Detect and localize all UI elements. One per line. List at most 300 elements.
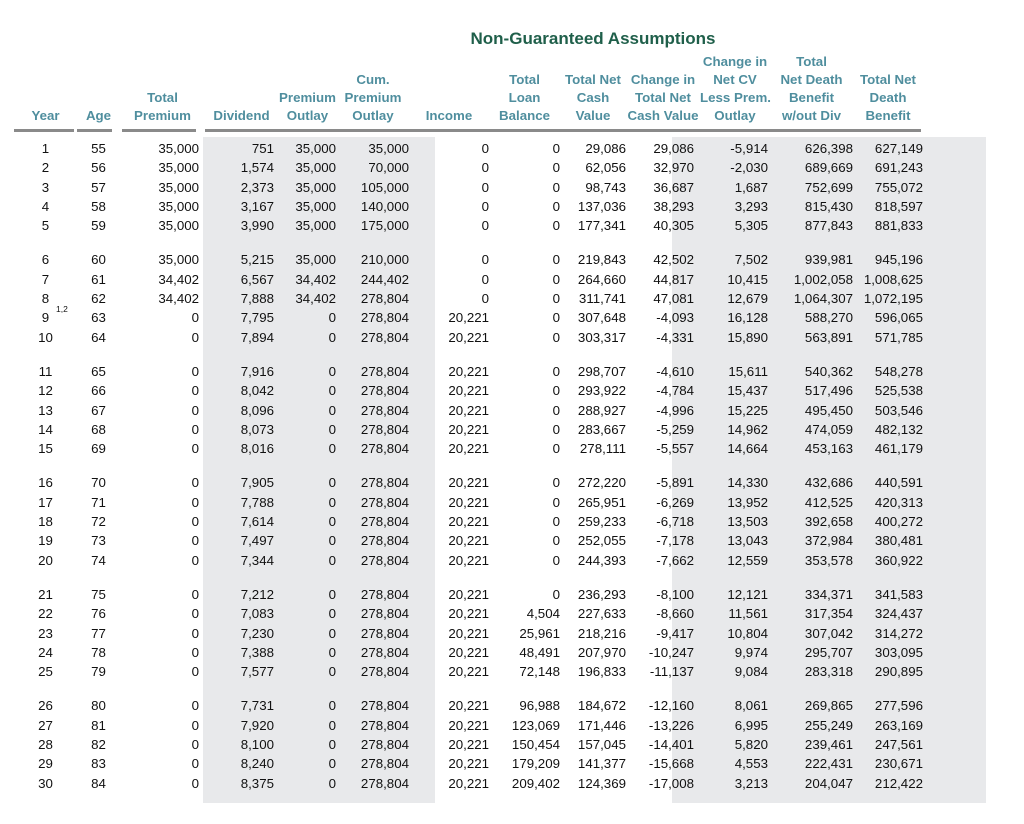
cell-year xyxy=(14,696,77,715)
cell-total-loan-balance: 0 xyxy=(552,310,560,326)
cell-change-net-cv-less-prem-outlay: 15,890 xyxy=(727,329,768,345)
cell-change-total-net-cash-value: 38,293 xyxy=(653,198,694,214)
header-line: Outlay xyxy=(714,108,756,123)
cell-change-total-net-cash-value: 29,086 xyxy=(653,141,694,156)
cell-age: 56 xyxy=(91,160,106,176)
year-value: 16 xyxy=(38,475,53,491)
cell-year xyxy=(14,250,77,269)
cell-total-net-death-benefit: 324,437 xyxy=(874,606,923,622)
cell-premium-outlay: 0 xyxy=(328,552,336,568)
cell-change-net-cv-less-prem-outlay: 3,293 xyxy=(734,198,768,214)
cell-total-net-death-benefit: 945,196 xyxy=(874,252,923,268)
header-line xyxy=(626,53,700,71)
cell-dividend: 7,888 xyxy=(240,291,274,307)
cell-total-loan-balance: 0 xyxy=(552,160,560,176)
cell-total-premium: 0 xyxy=(191,606,199,622)
header-line: Balance xyxy=(499,108,550,123)
cell-change-net-cv-less-prem-outlay: 11,561 xyxy=(728,606,768,622)
cell-total-net-cash-value: 219,843 xyxy=(577,252,626,268)
cell-total-net-death-benefit-wout-div: 540,362 xyxy=(804,363,853,379)
cell-change-net-cv-less-prem-outlay: 12,121 xyxy=(727,586,768,602)
cell-year xyxy=(14,158,77,177)
cell-total-premium: 0 xyxy=(191,625,199,641)
table-row xyxy=(14,754,923,773)
cell-premium-outlay: 0 xyxy=(328,717,336,733)
cell-premium-outlay: 0 xyxy=(328,475,336,491)
cell-total-loan-balance: 0 xyxy=(552,494,560,510)
header-line: w/out Div xyxy=(781,108,842,123)
cell-total-premium: 0 xyxy=(191,329,199,345)
cell-total-net-death-benefit: 212,422 xyxy=(874,775,923,791)
cell-change-total-net-cash-value: -5,891 xyxy=(656,475,694,491)
cell-total-net-death-benefit: 290,895 xyxy=(874,664,923,680)
year-value: 14 xyxy=(38,421,53,437)
cell-total-net-death-benefit: 525,538 xyxy=(874,383,923,399)
cell-year xyxy=(14,178,77,197)
cell-total-loan-balance: 0 xyxy=(552,252,560,268)
cell-income: 20,221 xyxy=(448,625,489,641)
cell-total-net-cash-value: 288,927 xyxy=(577,402,626,418)
cell-premium-outlay: 0 xyxy=(328,737,336,753)
cell-total-net-cash-value: 272,220 xyxy=(577,475,626,491)
header-line xyxy=(77,89,120,107)
cell-total-net-death-benefit: 360,922 xyxy=(874,552,923,568)
cell-change-total-net-cash-value: -5,557 xyxy=(656,441,694,457)
cell-total-premium: 0 xyxy=(191,441,199,457)
cell-total-net-cash-value: 311,741 xyxy=(578,291,626,307)
cell-total-net-death-benefit-wout-div: 752,699 xyxy=(804,179,853,195)
cell-dividend: 2,373 xyxy=(240,179,274,195)
year-value: 1 xyxy=(41,141,50,156)
year-value: 21 xyxy=(38,586,53,602)
cell-premium-outlay: 35,000 xyxy=(295,252,336,268)
cell-income: 20,221 xyxy=(448,383,489,399)
header-underline xyxy=(409,129,489,132)
cell-income: 20,221 xyxy=(448,664,489,680)
cell-income: 0 xyxy=(481,198,489,214)
cell-total-net-death-benefit: 314,272 xyxy=(874,625,923,641)
year-value: 17 xyxy=(38,494,53,510)
header-line: Net CV xyxy=(713,72,757,87)
year-value: 8 xyxy=(41,291,50,307)
cell-premium-outlay: 0 xyxy=(328,402,336,418)
cell-premium-outlay: 0 xyxy=(328,664,336,680)
cell-total-net-cash-value: 137,036 xyxy=(577,198,626,214)
cell-income: 20,221 xyxy=(448,533,489,549)
header-line: Change in xyxy=(702,54,768,69)
cell-total-net-death-benefit-wout-div: 283,318 xyxy=(804,664,853,680)
cell-cum-premium-outlay: 140,000 xyxy=(360,198,409,214)
cell-change-net-cv-less-prem-outlay: 5,305 xyxy=(734,218,768,234)
cell-income: 20,221 xyxy=(448,402,489,418)
cell-total-net-death-benefit-wout-div: 204,047 xyxy=(804,775,853,791)
table-row xyxy=(14,381,923,400)
cell-dividend: 751 xyxy=(251,141,274,156)
cell-total-premium: 35,000 xyxy=(158,160,199,176)
cell-total-loan-balance: 0 xyxy=(552,363,560,379)
cell-total-loan-balance: 4,504 xyxy=(526,606,560,622)
table-row xyxy=(14,216,923,235)
cell-change-total-net-cash-value: -4,610 xyxy=(656,363,694,379)
cell-total-net-cash-value: 293,922 xyxy=(577,383,626,399)
cell-total-premium: 0 xyxy=(191,310,199,326)
header-underline xyxy=(770,129,853,132)
cell-dividend: 7,344 xyxy=(240,552,274,568)
cell-cum-premium-outlay: 175,000 xyxy=(360,218,409,234)
header-line xyxy=(489,53,560,71)
cell-total-loan-balance: 179,209 xyxy=(511,756,560,772)
cell-total-premium: 35,000 xyxy=(158,252,199,268)
cell-change-net-cv-less-prem-outlay: 8,061 xyxy=(734,698,768,714)
table-row xyxy=(14,643,923,662)
cell-premium-outlay: 0 xyxy=(328,441,336,457)
header-line xyxy=(278,53,337,71)
cell-income: 20,221 xyxy=(448,514,489,530)
cell-cum-premium-outlay: 278,804 xyxy=(360,664,409,680)
cell-total-net-death-benefit: 1,008,625 xyxy=(863,271,923,287)
cell-age: 78 xyxy=(91,644,106,660)
cell-age: 55 xyxy=(91,141,106,156)
cell-year xyxy=(14,754,77,773)
header-line xyxy=(278,71,337,89)
cell-year xyxy=(14,216,77,235)
cell-age: 75 xyxy=(91,586,106,602)
year-value: 9 xyxy=(41,310,50,326)
cell-age: 62 xyxy=(91,291,106,307)
cell-dividend: 8,375 xyxy=(240,775,274,791)
table-row xyxy=(14,493,923,512)
cell-cum-premium-outlay: 278,804 xyxy=(360,383,409,399)
table-row xyxy=(14,774,923,793)
cell-total-net-death-benefit: 482,132 xyxy=(874,421,923,437)
cell-premium-outlay: 34,402 xyxy=(295,271,336,287)
table-row xyxy=(14,512,923,531)
cell-total-net-death-benefit-wout-div: 222,431 xyxy=(804,756,853,772)
cell-total-net-death-benefit-wout-div: 563,891 xyxy=(804,329,853,345)
cell-total-premium: 34,402 xyxy=(158,291,199,307)
header-line: Premium xyxy=(279,90,336,105)
cell-total-net-death-benefit-wout-div: 815,430 xyxy=(804,198,853,214)
cell-year xyxy=(14,304,77,327)
cell-total-net-death-benefit-wout-div: 689,669 xyxy=(804,160,853,176)
cell-total-loan-balance: 0 xyxy=(552,514,560,530)
header-underline xyxy=(337,129,409,132)
cell-change-net-cv-less-prem-outlay: 9,974 xyxy=(734,644,768,660)
cell-age: 69 xyxy=(91,441,106,457)
cell-total-net-cash-value: 265,951 xyxy=(577,494,626,510)
cell-age: 58 xyxy=(91,198,106,214)
cell-cum-premium-outlay: 210,000 xyxy=(360,252,409,268)
cell-year xyxy=(14,362,77,381)
cell-dividend: 8,073 xyxy=(240,421,274,437)
cell-total-loan-balance: 0 xyxy=(552,533,560,549)
cell-dividend: 7,388 xyxy=(240,644,274,660)
cell-total-net-death-benefit-wout-div: 495,450 xyxy=(804,402,853,418)
cell-total-net-death-benefit: 440,591 xyxy=(874,475,923,491)
cell-total-loan-balance: 72,148 xyxy=(519,664,560,680)
table-row xyxy=(14,420,923,439)
cell-age: 71 xyxy=(91,494,106,510)
cell-total-net-death-benefit: 341,583 xyxy=(874,586,923,602)
cell-age: 83 xyxy=(91,756,106,772)
cell-total-net-death-benefit-wout-div: 392,658 xyxy=(804,514,853,530)
cell-cum-premium-outlay: 278,804 xyxy=(360,402,409,418)
cell-total-premium: 0 xyxy=(191,737,199,753)
cell-total-loan-balance: 150,454 xyxy=(511,737,560,753)
cell-change-total-net-cash-value: -15,668 xyxy=(648,756,694,772)
cell-total-net-cash-value: 177,341 xyxy=(577,218,626,234)
cell-premium-outlay: 0 xyxy=(328,310,336,326)
cell-cum-premium-outlay: 278,804 xyxy=(360,717,409,733)
cell-total-loan-balance: 0 xyxy=(552,329,560,345)
cell-total-net-cash-value: 244,393 xyxy=(577,552,626,568)
cell-age: 63 xyxy=(91,310,106,326)
table-row xyxy=(14,696,923,715)
year-value: 3 xyxy=(41,179,50,195)
cell-income: 20,221 xyxy=(448,552,489,568)
cell-cum-premium-outlay: 278,804 xyxy=(360,606,409,622)
header-line: Value xyxy=(575,108,611,123)
cell-total-net-cash-value: 207,970 xyxy=(577,644,626,660)
header-line: Total Net xyxy=(635,90,691,105)
header-underline xyxy=(278,129,337,132)
year-value: 27 xyxy=(38,717,53,733)
cell-year xyxy=(14,493,77,512)
table-row xyxy=(14,362,923,381)
cell-total-net-death-benefit: 400,272 xyxy=(874,514,923,530)
cell-year xyxy=(14,473,77,492)
cell-age: 77 xyxy=(91,625,106,641)
cell-total-net-death-benefit: 503,546 xyxy=(874,402,923,418)
cell-total-net-cash-value: 62,056 xyxy=(585,160,626,176)
cell-premium-outlay: 35,000 xyxy=(295,160,336,176)
cell-total-net-cash-value: 298,707 xyxy=(577,363,626,379)
header-line: Dividend xyxy=(213,108,270,123)
cell-change-total-net-cash-value: -10,247 xyxy=(648,644,694,660)
cell-total-net-death-benefit-wout-div: 517,496 xyxy=(804,383,853,399)
header-line: Benefit xyxy=(865,108,911,123)
cell-cum-premium-outlay: 278,804 xyxy=(360,310,409,326)
header-line: Total xyxy=(147,90,178,105)
cell-change-total-net-cash-value: 36,687 xyxy=(653,179,694,195)
cell-year xyxy=(14,197,77,216)
header-underline xyxy=(560,129,626,132)
cell-change-net-cv-less-prem-outlay: 13,043 xyxy=(727,533,768,549)
cell-dividend: 8,016 xyxy=(240,441,274,457)
year-value: 15 xyxy=(38,441,53,457)
cell-dividend: 8,042 xyxy=(240,383,274,399)
cell-total-loan-balance: 123,069 xyxy=(511,717,560,733)
cell-total-net-death-benefit-wout-div: 307,042 xyxy=(804,625,853,641)
year-value: 13 xyxy=(38,402,53,418)
cell-total-net-cash-value: 303,317 xyxy=(577,329,626,345)
cell-premium-outlay: 0 xyxy=(328,329,336,345)
cell-total-net-cash-value: 196,833 xyxy=(577,664,626,680)
table-row xyxy=(14,401,923,420)
cell-change-net-cv-less-prem-outlay: 14,330 xyxy=(727,475,768,491)
cell-age: 67 xyxy=(91,402,106,418)
cell-year xyxy=(14,735,77,754)
header-underline xyxy=(853,129,921,132)
cell-dividend: 7,894 xyxy=(240,329,274,345)
cell-change-total-net-cash-value: -12,160 xyxy=(648,698,694,714)
header-line xyxy=(409,89,489,107)
cell-change-net-cv-less-prem-outlay: 12,559 xyxy=(727,552,768,568)
header-line xyxy=(337,53,409,71)
cell-age: 84 xyxy=(91,775,106,791)
cell-total-net-death-benefit-wout-div: 432,686 xyxy=(804,475,853,491)
cell-premium-outlay: 0 xyxy=(328,606,336,622)
cell-income: 20,221 xyxy=(448,494,489,510)
cell-change-net-cv-less-prem-outlay: -2,030 xyxy=(730,160,768,176)
header-line: Net Death xyxy=(780,72,843,87)
cell-cum-premium-outlay: 278,804 xyxy=(360,775,409,791)
header-line: Benefit xyxy=(788,90,835,105)
cell-income: 0 xyxy=(481,252,489,268)
header-underline xyxy=(205,129,278,132)
table-row xyxy=(14,531,923,550)
cell-age: 59 xyxy=(91,218,106,234)
cell-total-net-death-benefit-wout-div: 269,865 xyxy=(804,698,853,714)
cell-premium-outlay: 0 xyxy=(328,644,336,660)
header-line: Outlay xyxy=(286,108,329,123)
header-line xyxy=(120,53,205,71)
table-row xyxy=(14,662,923,681)
cell-total-net-death-benefit: 1,072,195 xyxy=(863,291,923,307)
header-line xyxy=(853,53,923,71)
cell-total-net-death-benefit-wout-div: 295,707 xyxy=(804,644,853,660)
year-value: 30 xyxy=(38,775,53,791)
header-line: Total Net xyxy=(860,72,916,87)
header-line xyxy=(77,71,120,89)
column-header-year xyxy=(14,53,77,136)
cell-cum-premium-outlay: 278,804 xyxy=(360,363,409,379)
cell-total-net-death-benefit: 230,671 xyxy=(874,756,923,772)
cell-dividend: 8,096 xyxy=(240,402,274,418)
table-row xyxy=(14,197,923,216)
cell-change-net-cv-less-prem-outlay: 9,084 xyxy=(734,664,768,680)
cell-income: 20,221 xyxy=(448,737,489,753)
header-line: Outlay xyxy=(352,108,394,123)
cell-total-loan-balance: 48,491 xyxy=(519,644,560,660)
cell-total-net-death-benefit: 303,095 xyxy=(874,644,923,660)
cell-income: 20,221 xyxy=(448,644,489,660)
cell-change-net-cv-less-prem-outlay: 14,664 xyxy=(727,441,768,457)
column-header-total-premium xyxy=(120,53,205,136)
cell-cum-premium-outlay: 278,804 xyxy=(360,737,409,753)
cell-dividend: 5,215 xyxy=(240,252,274,268)
cell-year xyxy=(14,624,77,643)
cell-premium-outlay: 0 xyxy=(328,625,336,641)
header-line: Loan xyxy=(508,90,541,105)
header-underline xyxy=(626,129,700,132)
table-row xyxy=(14,604,923,623)
cell-year xyxy=(14,328,77,347)
cell-dividend: 7,614 xyxy=(240,514,274,530)
cell-change-net-cv-less-prem-outlay: 4,553 xyxy=(734,756,768,772)
cell-total-net-death-benefit: 818,597 xyxy=(874,198,923,214)
cell-premium-outlay: 35,000 xyxy=(295,218,336,234)
cell-total-loan-balance: 0 xyxy=(552,198,560,214)
cell-total-net-cash-value: 252,055 xyxy=(577,533,626,549)
column-header-dividend xyxy=(205,53,278,136)
group-spacer xyxy=(14,570,923,585)
header-line: Total Net xyxy=(565,72,621,87)
cell-dividend: 7,731 xyxy=(240,698,274,714)
column-header-cum-premium-outlay xyxy=(337,53,409,136)
cell-change-total-net-cash-value: 47,081 xyxy=(653,291,694,307)
cell-cum-premium-outlay: 278,804 xyxy=(360,533,409,549)
cell-premium-outlay: 0 xyxy=(328,586,336,602)
cell-premium-outlay: 0 xyxy=(328,363,336,379)
cell-total-loan-balance: 0 xyxy=(552,271,560,287)
cell-income: 20,221 xyxy=(448,329,489,345)
cell-total-net-death-benefit: 263,169 xyxy=(874,717,923,733)
cell-total-net-death-benefit: 461,179 xyxy=(874,441,923,457)
cell-total-net-cash-value: 141,377 xyxy=(577,756,626,772)
cell-total-premium: 0 xyxy=(191,514,199,530)
cell-total-net-death-benefit: 420,313 xyxy=(874,494,923,510)
column-header-income xyxy=(409,53,489,136)
cell-income: 20,221 xyxy=(448,756,489,772)
table-row xyxy=(14,585,923,604)
cell-dividend: 7,497 xyxy=(240,533,274,549)
cell-total-loan-balance: 0 xyxy=(552,179,560,195)
cell-total-net-cash-value: 157,045 xyxy=(577,737,626,753)
cell-age: 64 xyxy=(91,329,106,345)
year-value: 25 xyxy=(38,664,53,680)
header-line: Income xyxy=(425,108,473,123)
cell-age: 68 xyxy=(91,421,106,437)
table-row xyxy=(14,250,923,269)
header-line: Cash xyxy=(576,90,610,105)
cell-total-net-cash-value: 29,086 xyxy=(585,141,626,156)
group-spacer xyxy=(14,347,923,362)
cell-total-premium: 0 xyxy=(191,383,199,399)
cell-year xyxy=(14,531,77,550)
year-value: 4 xyxy=(41,198,50,214)
table-body xyxy=(14,136,923,793)
header-line: Total xyxy=(509,72,540,87)
cell-change-total-net-cash-value: -4,093 xyxy=(656,310,694,326)
table-row xyxy=(14,158,923,177)
cell-dividend: 1,574 xyxy=(240,160,274,176)
cell-total-premium: 0 xyxy=(191,475,199,491)
cell-dividend: 7,920 xyxy=(240,717,274,733)
cell-dividend: 7,788 xyxy=(240,494,274,510)
table-row xyxy=(14,328,923,347)
group-spacer xyxy=(14,681,923,696)
cell-year xyxy=(14,716,77,735)
header-line: Less Prem. xyxy=(700,90,771,105)
cell-year xyxy=(14,643,77,662)
cell-change-net-cv-less-prem-outlay: 10,804 xyxy=(727,625,768,641)
cell-total-net-cash-value: 171,446 xyxy=(577,717,626,733)
cell-total-loan-balance: 0 xyxy=(552,441,560,457)
cell-income: 20,221 xyxy=(448,441,489,457)
cell-premium-outlay: 0 xyxy=(328,533,336,549)
cell-total-net-cash-value: 278,111 xyxy=(579,441,626,457)
cell-change-net-cv-less-prem-outlay: 10,415 xyxy=(727,271,768,287)
cell-total-net-death-benefit: 380,481 xyxy=(874,533,923,549)
cell-age: 81 xyxy=(91,717,106,733)
cell-age: 76 xyxy=(91,606,106,622)
header-line xyxy=(560,53,626,71)
cell-cum-premium-outlay: 278,804 xyxy=(360,475,409,491)
header-line xyxy=(77,53,120,71)
cell-total-premium: 0 xyxy=(191,756,199,772)
cell-cum-premium-outlay: 278,804 xyxy=(360,644,409,660)
